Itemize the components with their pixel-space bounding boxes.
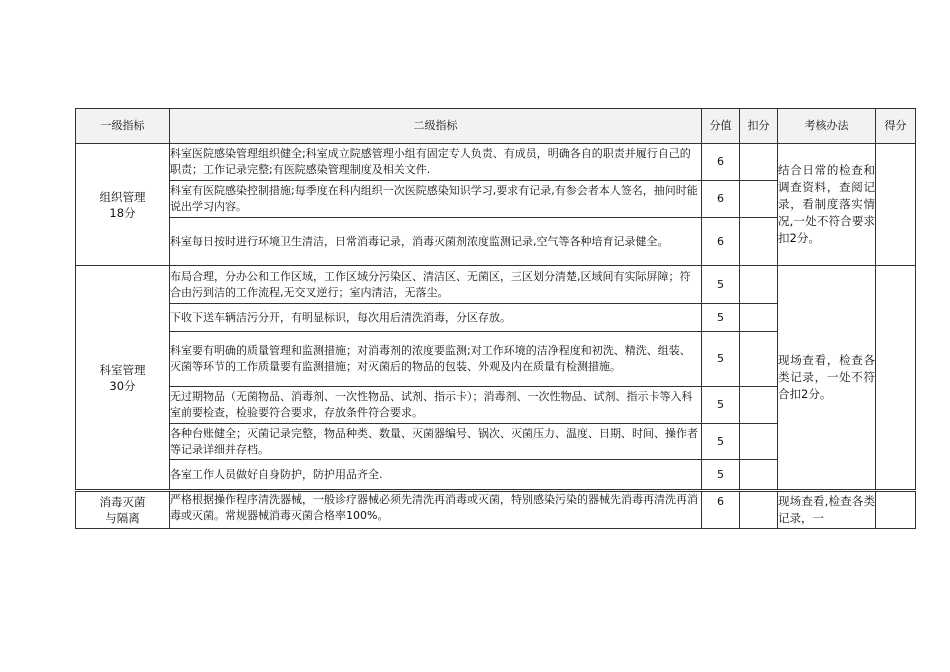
header-level2: 二级指标 xyxy=(170,109,702,144)
indicator-text: 各种台账健全；灭菌记录完整，物品种类、数量、灭菌器编号、锅次、灭菌压力、温度、日期、时间、操作者等记录详细并存档。 xyxy=(170,424,702,460)
table-header-row xyxy=(76,109,916,144)
indicator-text: 下收下送车辆洁污分开，有明显标识，每次用后清洗消毒，分区存放。 xyxy=(170,304,702,332)
indicator-text: 科室每日按时进行环境卫生清洁，日常消毒记录，消毒灭菌剂浓度监测记录,空气等各种培育记录健全。 xyxy=(170,218,702,266)
category-cell xyxy=(76,144,170,266)
gain-cell[interactable] xyxy=(876,144,916,266)
assessment-table xyxy=(75,108,916,529)
category-points: 18分 xyxy=(109,205,136,220)
score-value: 5 xyxy=(702,460,740,491)
table-row xyxy=(76,144,916,181)
table-row xyxy=(76,266,916,304)
gain-cell[interactable] xyxy=(876,266,916,491)
category-name: 组织管理 xyxy=(99,189,146,204)
method-cell: 现场查看,检查各类记录，一 xyxy=(778,491,876,529)
indicator-text: 各室工作人员做好自身防护，防护用品齐全. xyxy=(170,460,702,491)
method-cell: 结合日常的检查和调查资料，查阅记录，看制度落实情况,一处不符合要求扣2分。 xyxy=(778,144,876,266)
header-deduct: 扣分 xyxy=(740,109,778,144)
indicator-text: 无过期物品（无菌物品、消毒剂、一次性物品、试剂、指示卡）；消毒剂、一次性物品、试剂、指示卡等入科室前要检查，检验要符合要求，存放条件符合要求。 xyxy=(170,387,702,424)
category-cell xyxy=(76,266,170,491)
deduct-cell[interactable] xyxy=(740,218,778,266)
score-value: 6 xyxy=(702,181,740,218)
indicator-text: 科室要有明确的质量管理和监测措施；对消毒剂的浓度要监测;对工作环境的洁净程度和初洗、精洗、组装、灭菌等环节的工作质量要有监测措施；对灭菌后的物品的包装、外观及内在质量有检测措施。 xyxy=(170,332,702,387)
deduct-cell[interactable] xyxy=(740,304,778,332)
deduct-cell[interactable] xyxy=(740,460,778,491)
score-value: 6 xyxy=(702,144,740,181)
category-cell xyxy=(76,491,170,529)
score-value: 6 xyxy=(702,491,740,529)
deduct-cell[interactable] xyxy=(740,144,778,181)
header-gain: 得分 xyxy=(876,109,916,144)
gain-cell[interactable] xyxy=(876,491,916,529)
category-name: 科室管理 xyxy=(99,362,146,377)
indicator-text: 科室医院感染管理组织健全;科室成立院感管理小组有固定专人负责、有成员，明确各自的职责并履行自己的职责；工作记录完整;有医院感染管理制度及相关文件. xyxy=(170,144,702,181)
score-value: 5 xyxy=(702,387,740,424)
header-score: 分值 xyxy=(702,109,740,144)
indicator-text: 科室有医院感染控制措施;每季度在科内组织一次医院感染知识学习,要求有记录,有参会者本人签名，抽问时能说出学习内容。 xyxy=(170,181,702,218)
method-cell: 现场查看，检查各类记录，一处不符合扣2分。 xyxy=(778,266,876,491)
table-row xyxy=(76,491,916,529)
deduct-cell[interactable] xyxy=(740,424,778,460)
indicator-text: 严格根据操作程序清洗器械，一般诊疗器械必须先清洗再消毒或灭菌，特别感染污染的器械先消毒再清洗再消毒或灭菌。常规器械消毒灭菌合格率100%。 xyxy=(170,491,702,529)
deduct-cell[interactable] xyxy=(740,266,778,304)
category-name: 消毒灭菌与隔离 xyxy=(99,495,146,525)
score-value: 5 xyxy=(702,424,740,460)
score-value: 6 xyxy=(702,218,740,266)
score-value: 5 xyxy=(702,304,740,332)
header-method: 考核办法 xyxy=(778,109,876,144)
score-value: 5 xyxy=(702,332,740,387)
score-value: 5 xyxy=(702,266,740,304)
header-level1: 一级指标 xyxy=(76,109,170,144)
indicator-text: 布局合理，分办公和工作区域，工作区域分污染区、清洁区、无菌区，三区划分清楚,区域间有实际屏障；符合由污到洁的工作流程,无交叉逆行；室内清洁，无落尘。 xyxy=(170,266,702,304)
deduct-cell[interactable] xyxy=(740,491,778,529)
category-points: 30分 xyxy=(109,378,136,393)
deduct-cell[interactable] xyxy=(740,387,778,424)
deduct-cell[interactable] xyxy=(740,332,778,387)
deduct-cell[interactable] xyxy=(740,181,778,218)
